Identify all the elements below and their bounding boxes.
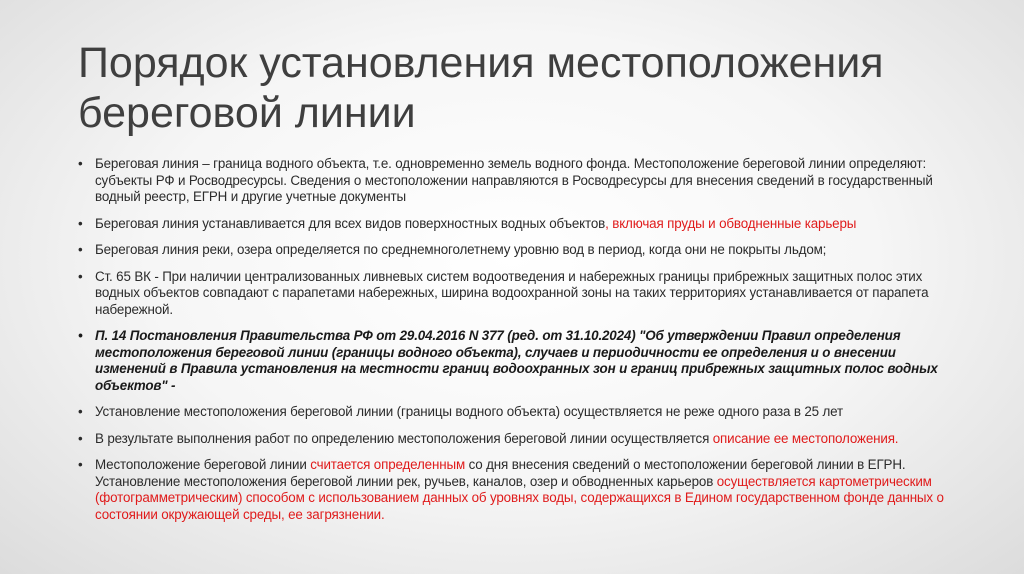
bullet-icon: • — [78, 268, 83, 284]
bullet-icon: • — [78, 457, 83, 472]
bullet-list — [78, 156, 968, 533]
bullet-text: со дня внесения сведений о местоположении береговой линии в ЕГРН. Установление местоположения береговой линии рек, ручьев, каналов, озер и обводненных карьеров — [95, 457, 906, 489]
bullet-text: Береговая линия устанавливается для всех видов поверхностных водных объектов — [95, 215, 606, 231]
bullet-text: В результате выполнения работ по определению местоположения береговой линии осуществляется — [95, 430, 713, 446]
highlighted-text: считается определенным — [310, 457, 465, 472]
bullet-text: Береговая линия – граница водного объекта, т.е. одновременно земель водного фонда. Местоположение береговой линии определяют: субъекты РФ и Росводресурсы. Сведения о местоположении направляются в Росводресурсы для внесения сведений в государственный водный реестр, ЕГРН и другие учетные документы — [95, 156, 933, 204]
bullet-icon: • — [78, 430, 83, 446]
bullet-item — [78, 457, 968, 523]
bullet-icon: • — [78, 242, 83, 257]
bullet-icon: • — [78, 404, 83, 419]
highlighted-text: описание ее местоположения. — [712, 430, 899, 446]
bullet-item — [78, 242, 968, 259]
bullet-item — [78, 216, 968, 233]
bullet-text: Ст. 65 ВК - При наличии централизованных ливневых систем водоотведения и набережных границы прибрежных защитных полос этих водных объектов совпадают с парапетами набережных, ширина водоохранной зоны на таких территориях устанавливается от парапета набережной. — [95, 268, 929, 317]
bullet-icon: • — [78, 215, 83, 231]
bullet-text: Береговая линия реки, озера определяется по среднемноголетнему уровню вод в период, когда они не покрыты льдом; — [95, 242, 827, 257]
bullet-text: Установление местоположения береговой линии (границы водного объекта) осуществляется не реже одного раза в 25 лет — [95, 404, 844, 419]
highlighted-text: осуществляется картометрическим (фотограмметрическим) способом с использованием данных об уровнях воды, содержащихся в Едином государственном фонде данных о состоянии окружающей среды, ее загрязнении. — [95, 473, 944, 522]
bullet-item — [78, 328, 968, 394]
bullet-item — [78, 269, 968, 319]
bullet-text: П. 14 Постановления Правительства РФ от 29.04.2016 N 377 (ред. от 31.10.2024) "Об утверждении Правил определения местоположения береговой линии (границы водного объекта), случаев и периодичности ее определения и о внесении изменений в Правила установления на местности границ водоохранных зон и границ прибрежных защитных полос водных объектов" - — [95, 328, 938, 393]
slide-title: Порядок установления местоположения береговой линии — [78, 39, 884, 137]
bullet-icon: • — [78, 156, 83, 171]
bullet-item — [78, 404, 968, 421]
bullet-icon: • — [78, 328, 83, 343]
highlighted-text: , включая пруды и обводненные карьеры — [605, 215, 857, 231]
bullet-text: Местоположение береговой линии — [95, 457, 311, 472]
bullet-item — [78, 156, 968, 206]
bullet-item — [78, 431, 968, 448]
